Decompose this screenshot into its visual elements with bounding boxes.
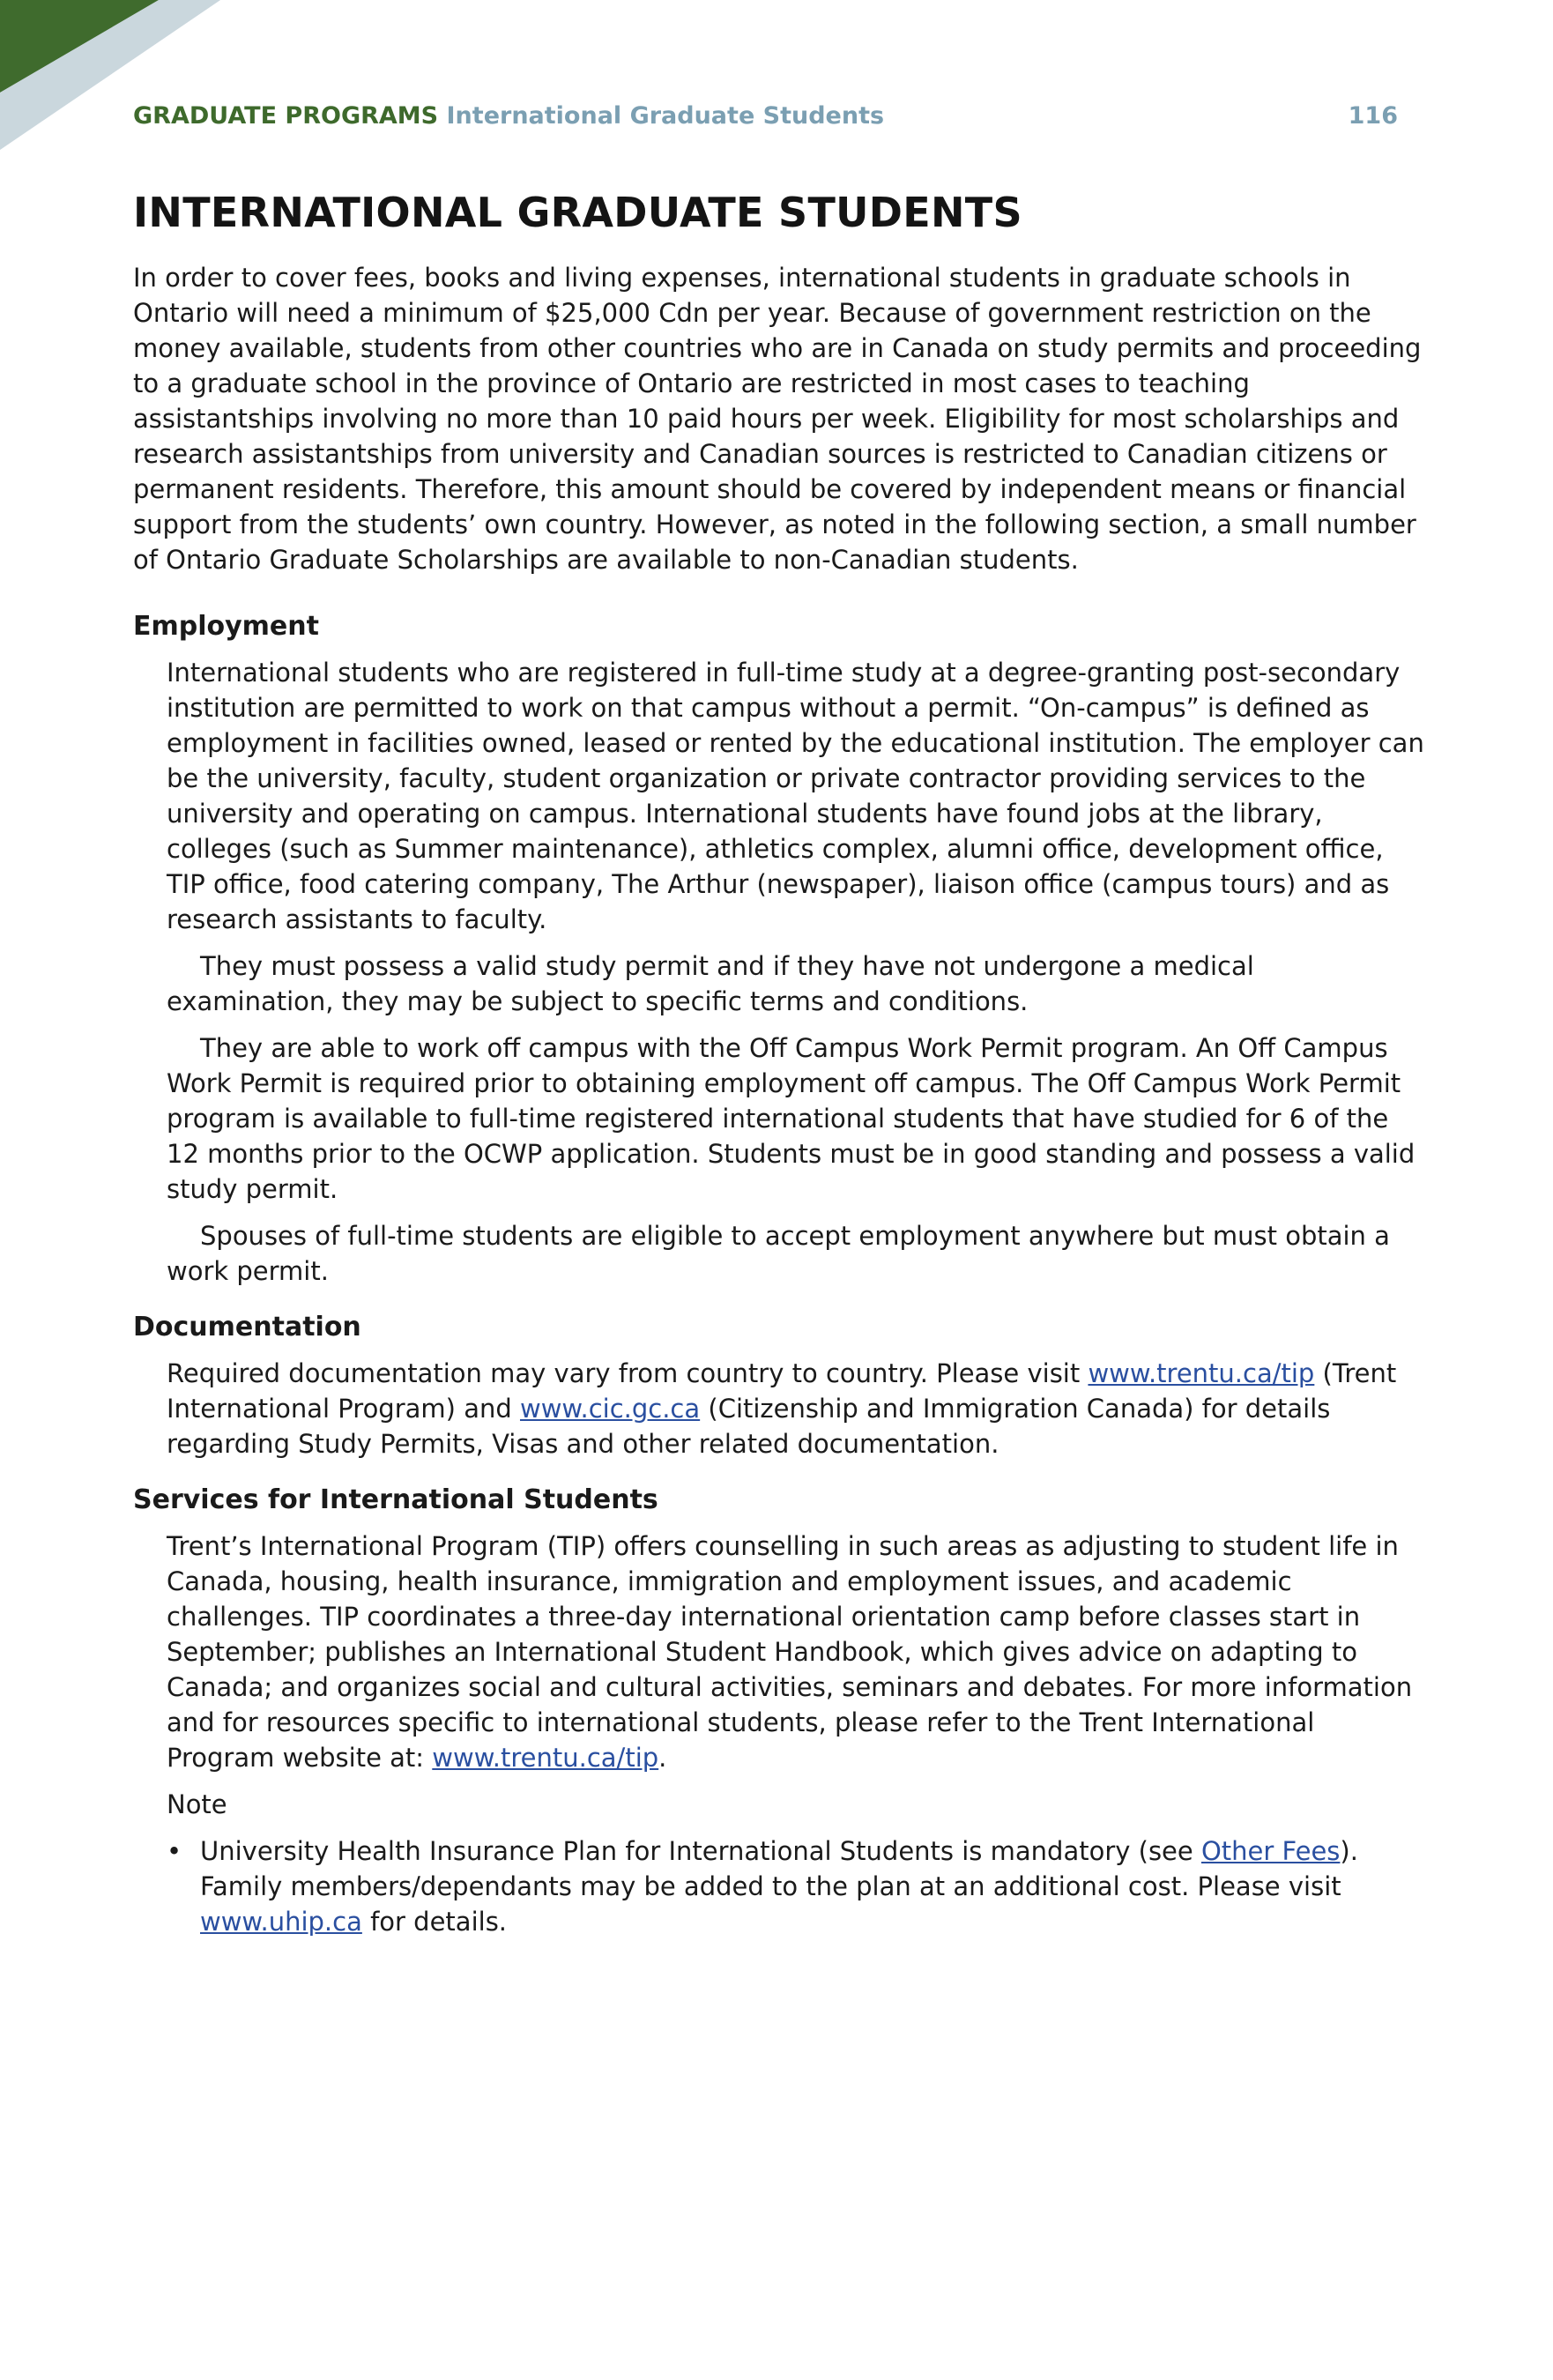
header-section-label: GRADUATE PROGRAMS xyxy=(133,102,439,130)
corner-swoosh-graphic xyxy=(0,0,256,159)
services-paragraph: Trent’s International Program (TIP) offers counselling in such areas as adjusting to student life in Canada, housing, health insurance, immigration and employment issues, and academic challenges. TIP coordinates a three-day international orientation camp before classes start in September; publishes an International Student Handbook, which gives advice on adapting to Canada; and organizes social and cultural activities, seminars and debates. For more information and for resources specific to international students, please refer to the Trent International Program website at: www.trentu.ca/tip. xyxy=(167,1531,1413,1773)
trent-tip-link[interactable]: www.trentu.ca/tip xyxy=(1088,1358,1315,1388)
note-label: Note xyxy=(167,1789,227,1819)
note-list xyxy=(167,1833,1424,1939)
employment-paragraph-4: Spouses of full-time students are eligible to accept employment anywhere but must obtain a work permit. xyxy=(167,1221,1390,1286)
running-header xyxy=(133,99,1398,134)
documentation-section xyxy=(133,1310,1424,1461)
page-number: 116 xyxy=(1348,102,1398,130)
employment-paragraph-2: They must possess a valid study permit and if they have not undergone a medical examination, they may be subject to specific terms and conditions. xyxy=(167,951,1254,1016)
services-section xyxy=(133,1483,1424,1939)
bullet-icon: • xyxy=(167,1836,182,1866)
documentation-heading: Documentation xyxy=(133,1312,361,1342)
header-subsection-label: International Graduate Students xyxy=(446,102,885,130)
intro-paragraph: In order to cover fees, books and living expenses, international students in graduate schools in Ontario will need a minimum of $25,000 Cdn per year. Because of government restriction on the money available, students from other countries who are in Canada on study permits and proceeding to a graduate school in the province of Ontario are restricted in most cases to teaching assistantships involving no more than 10 paid hours per week. Eligibility for most scholarships and research assistantships from university and Canadian sources is restricted to Canadian citizens or permanent residents. Therefore, this amount should be covered by independent means or financial support from the students’ own country. However, as noted in the following section, a small number of Ontario Graduate Scholarships are available to non-Canadian students. xyxy=(133,263,1422,575)
trent-tip-website-link[interactable]: www.trentu.ca/tip xyxy=(432,1743,659,1773)
employment-heading: Employment xyxy=(133,611,319,642)
page-content xyxy=(133,188,1424,1960)
employment-section xyxy=(133,609,1424,1289)
employment-paragraph-3: They are able to work off campus with the Off Campus Work Permit program. An Off Campus Work Permit is required prior to obtaining employment off campus. The Off Campus Work Permit program is available to full-time registered international students that have studied for 6 of the 12 months prior to the OCWP application. Students must be in good standing and possess a valid study permit. xyxy=(167,1033,1416,1204)
page-title: INTERNATIONAL GRADUATE STUDENTS xyxy=(133,189,1022,236)
employment-paragraph-1: International students who are registered in full-time study at a degree-granting post-secondary institution are permitted to work on that campus without a permit. “On-campus” is defined as employment in facilities owned, leased or rented by the educational institution. The employer can be the university, faculty, student organization or private contractor providing services to the university and operating on campus. International students have found jobs at the library, colleges (such as Summer maintenance), athletics complex, alumni office, development office, TIP office, food catering company, The Arthur (newspaper), liaison office (campus tours) and as research assistants to faculty. xyxy=(167,658,1424,934)
list-item: • University Health Insurance Plan for International Students is mandatory (see Other Fees). Family members/dependants may be added to the plan at an additional cost. Please visit www.uhip.ca for details. xyxy=(167,1833,1424,1939)
documentation-paragraph: Required documentation may vary from country to country. Please visit www.trentu.ca/tip (Trent International Program) and www.cic.gc.ca (Citizenship and Immigration Canada) for details regarding Study Permits, Visas and other related documentation. xyxy=(167,1358,1397,1459)
other-fees-link[interactable]: Other Fees xyxy=(1200,1836,1341,1866)
uhip-link[interactable]: www.uhip.ca xyxy=(200,1907,362,1937)
cic-link[interactable]: www.cic.gc.ca xyxy=(519,1394,701,1424)
services-heading: Services for International Students xyxy=(133,1484,658,1515)
